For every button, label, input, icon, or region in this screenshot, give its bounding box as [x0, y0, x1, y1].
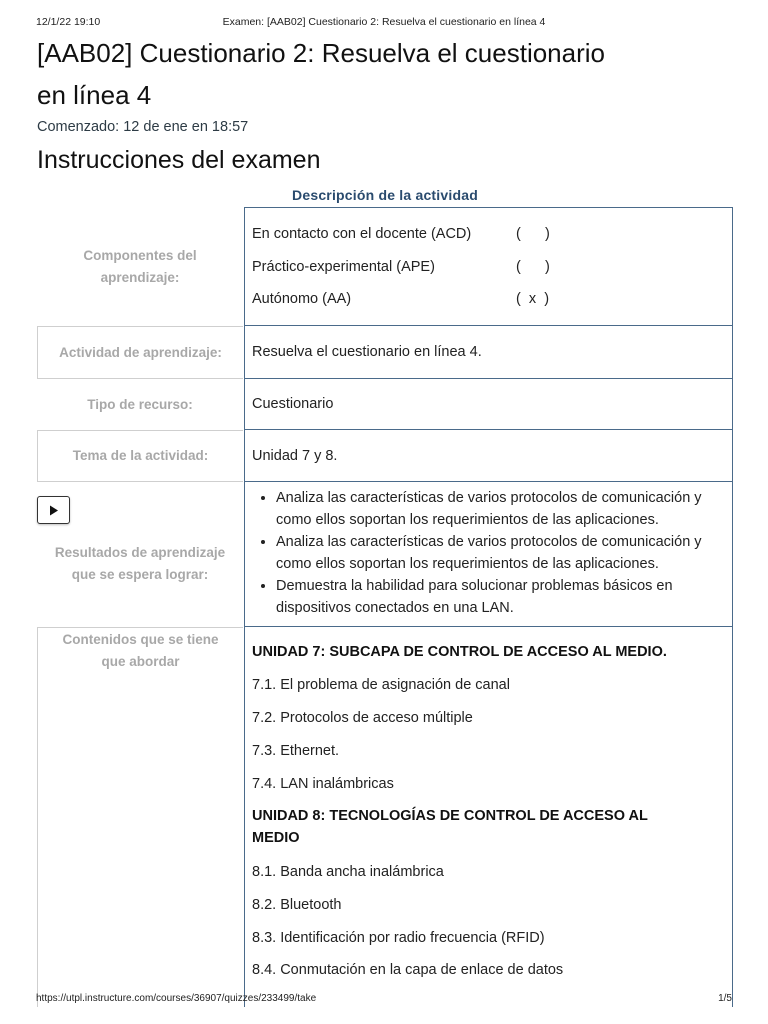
topic-label: Tema de la actividad:	[37, 430, 243, 482]
component-mark: ( x )	[516, 291, 550, 307]
unit7-title: UNIDAD 7: SUBCAPA DE CONTROL DE ACCESO AL MEDIO.	[252, 644, 667, 660]
page-url: https://utpl.instructure.com/courses/36907/quizzes/233499/take	[36, 993, 317, 1004]
component-item	[252, 291, 732, 311]
page-title-line2: en línea 4	[37, 80, 152, 110]
contents-cell	[244, 627, 733, 1007]
contents-label	[37, 627, 243, 1007]
component-name: Práctico-experimental (APE)	[252, 259, 435, 275]
unit8-title-line1: UNIDAD 8: TECNOLOGÍAS DE CONTROL DE ACCESO AL	[252, 808, 648, 824]
components-cell	[244, 207, 733, 326]
resource-label: Tipo de recurso:	[87, 396, 193, 412]
table-row-topic	[37, 430, 733, 482]
started-timestamp: Comenzado: 12 de ene en 18:57	[37, 119, 249, 135]
page-title-line1: [AAB02] Cuestionario 2: Resuelva el cuestionario	[37, 38, 605, 68]
print-header	[36, 16, 732, 30]
page-number: 1/5	[718, 993, 732, 1004]
list-item: 8.1. Banda ancha inalámbrica	[252, 864, 444, 880]
component-item	[252, 259, 732, 279]
table-row-contents	[37, 627, 733, 1007]
activity-value: Resuelva el cuestionario en línea 4.	[244, 326, 733, 379]
print-document-title: Examen: [AAB02] Cuestionario 2: Resuelva el cuestionario en línea 4	[222, 16, 546, 28]
table-caption: Descripción de la actividad	[292, 187, 478, 203]
results-list	[252, 487, 722, 619]
activity-label: Actividad de aprendizaje:	[37, 326, 243, 379]
resource-value: Cuestionario	[244, 379, 733, 430]
list-item: 7.2. Protocolos de acceso múltiple	[252, 710, 473, 726]
results-label-line1: Resultados de aprendizaje	[54, 544, 226, 560]
list-item: 7.1. El problema de asignación de canal	[252, 677, 510, 693]
results-cell	[244, 482, 733, 627]
play-icon	[49, 505, 59, 516]
components-label	[37, 207, 243, 326]
unit8-title-line2: MEDIO	[252, 830, 300, 846]
table-row-results	[37, 482, 733, 627]
list-item: • Demuestra la habilidad para solucionar problemas básicos en dispositivos conectados en una LAN.	[276, 575, 722, 619]
list-item: 8.2. Bluetooth	[252, 897, 342, 913]
list-item: 7.4. LAN inalámbricas	[252, 776, 394, 792]
list-item: • Analiza las características de varios protocolos de comunicación y como ellos soportan los requerimientos de las aplicaciones.	[276, 531, 722, 575]
contents-label-line2: que abordar	[101, 654, 180, 669]
component-item	[252, 226, 732, 246]
table-row-activity	[37, 326, 733, 379]
list-item: 8.4. Conmutación en la capa de enlace de datos	[252, 962, 564, 978]
print-datetime: 12/1/22 19:10	[36, 16, 101, 28]
instructions-heading: Instrucciones del examen	[37, 146, 321, 174]
component-name: Autónomo (AA)	[252, 291, 352, 307]
table-row-components	[37, 207, 733, 326]
component-name: En contacto con el docente (ACD)	[252, 226, 472, 242]
results-label-line2: que se espera lograr:	[71, 566, 209, 582]
component-mark: ( )	[516, 226, 550, 242]
topic-value: Unidad 7 y 8.	[244, 430, 733, 482]
play-button[interactable]	[37, 496, 70, 524]
unit8-title	[252, 805, 724, 849]
list-item: • Analiza las características de varios protocolos de comunicación y como ellos soportan los requerimientos de las aplicaciones.	[276, 487, 722, 531]
components-label-line2: aprendizaje:	[100, 269, 180, 285]
table-row-resource	[37, 379, 733, 430]
contents-label-line1: Contenidos que se tiene	[62, 632, 219, 647]
list-item: 8.3. Identificación por radio frecuencia (RFID)	[252, 930, 545, 946]
list-item: 7.3. Ethernet.	[252, 743, 340, 759]
components-label-line1: Componentes del	[83, 247, 197, 263]
page-title	[37, 32, 737, 116]
component-mark: ( )	[516, 259, 550, 275]
